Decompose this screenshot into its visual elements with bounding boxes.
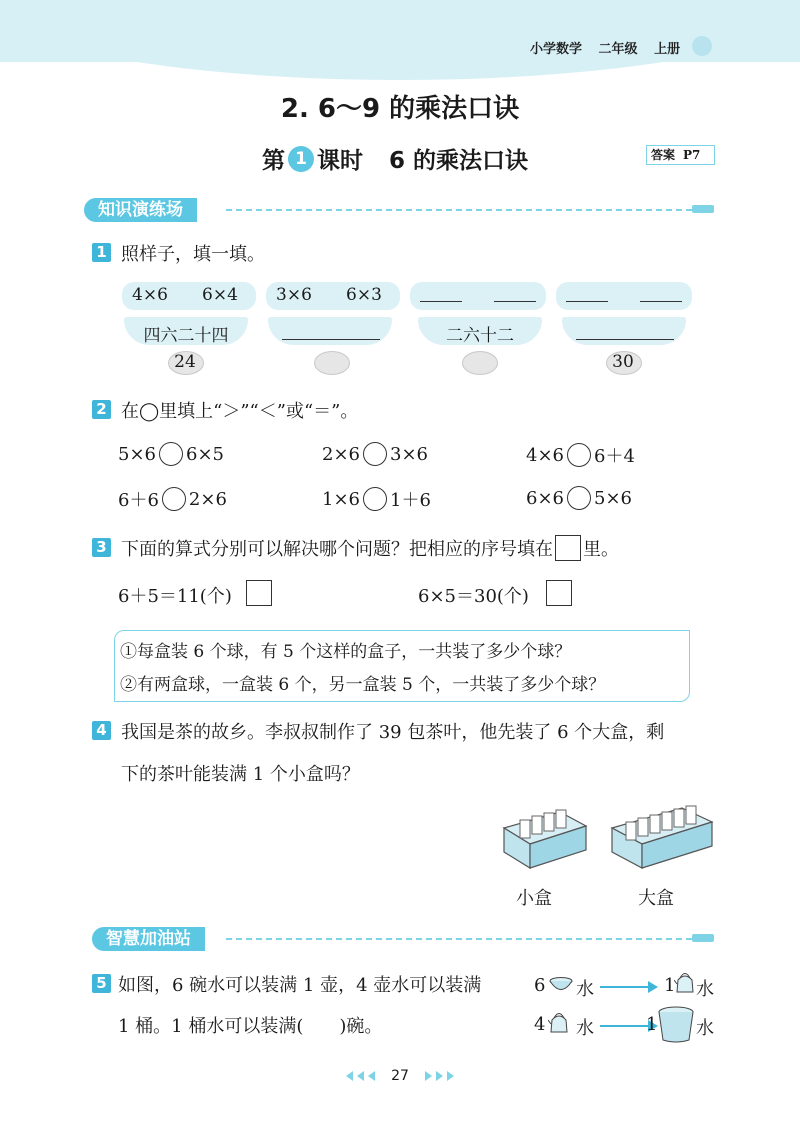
compare-item — [526, 442, 635, 468]
lesson-number: 1 — [295, 148, 307, 169]
section-wisdom-divider — [226, 938, 692, 940]
answer-page: P7 — [683, 148, 701, 162]
question-text: 照样子，填一填。 — [121, 244, 265, 265]
page-number: 27 — [391, 1068, 409, 1084]
triangle-right-icon — [447, 1071, 454, 1081]
corner-icon — [692, 36, 712, 56]
diagram-word: 水 — [696, 1018, 714, 1039]
compare-right: 6＋4 — [594, 446, 635, 467]
arrow-icon — [600, 1025, 650, 1027]
lesson-number-badge — [288, 146, 314, 172]
compare-circle[interactable] — [159, 442, 183, 466]
diagram-number: 6 — [534, 975, 546, 996]
cloud — [556, 282, 692, 310]
arrow-head — [648, 981, 658, 993]
compare-right: 2×6 — [188, 488, 227, 510]
diagram-word: 水 — [576, 979, 594, 1000]
section-knowledge-header: 知识演练场 — [84, 198, 197, 222]
answer-label: 答案 — [651, 148, 676, 162]
kettle-icon — [674, 970, 696, 996]
arrow-icon — [600, 986, 650, 988]
diagram-number: 1 — [664, 975, 676, 996]
problem-item: ②有两盒球，一盒装 6 个，另一盒装 5 个，一共装了多少个球？ — [120, 675, 606, 695]
product-value: 24 — [174, 352, 196, 372]
problem-item: ①每盒装 6 个球，有 5 个这样的盒子，一共装了多少个球？ — [120, 642, 572, 662]
question-text: 下的茶叶能装满 1 个小盒吗？ — [121, 764, 360, 785]
question-text — [121, 535, 619, 561]
triangle-left-icon — [368, 1071, 375, 1081]
answer-blank[interactable] — [420, 301, 462, 302]
pencil-icon — [692, 934, 714, 942]
cloud-label: 6×4 — [202, 285, 238, 305]
compare-circle[interactable] — [363, 442, 387, 466]
diagram-number: 1 — [646, 1014, 658, 1035]
compare-item — [322, 486, 431, 512]
cloud-label: 6×3 — [346, 285, 382, 305]
compare-item — [526, 486, 632, 510]
question-number: 2 — [92, 400, 111, 419]
basket — [562, 317, 686, 345]
product-value: 30 — [612, 352, 634, 372]
question-text: 1 桶。1 桶水可以装满( )碗。 — [118, 1016, 383, 1037]
compare-left: 4×6 — [526, 444, 564, 466]
compare-left: 2×6 — [322, 443, 360, 465]
answer-box[interactable] — [546, 580, 572, 606]
question-number: 3 — [92, 538, 111, 557]
header-info — [530, 38, 680, 57]
bowl-icon — [549, 976, 573, 994]
product-oval[interactable] — [314, 351, 350, 375]
diagram-word: 水 — [576, 1018, 594, 1039]
header-grade: 二年级 — [598, 42, 638, 57]
big-tea-box-illustration — [608, 800, 718, 872]
lesson-title — [262, 142, 528, 175]
compare-right: 3×6 — [390, 443, 428, 465]
answer-blank[interactable] — [640, 301, 682, 302]
question-number: 1 — [92, 243, 111, 262]
triangle-right-icon — [425, 1071, 432, 1081]
compare-right: 5×6 — [594, 487, 632, 509]
triangle-left-icon — [346, 1071, 353, 1081]
triangle-right-icon — [436, 1071, 443, 1081]
question-text-main: 下面的算式分别可以解决哪个问题？把相应的序号填在 — [121, 539, 553, 560]
answer-tag[interactable] — [646, 145, 715, 165]
compare-left: 1×6 — [322, 488, 360, 510]
compare-right: 1＋6 — [390, 490, 431, 511]
formula: 6＋5＝11(个) — [118, 586, 232, 607]
compare-right: 6×5 — [186, 443, 224, 465]
page-footer — [0, 1068, 800, 1084]
triangle-left-icon — [357, 1071, 364, 1081]
basket-label: 四六二十四 — [143, 326, 229, 346]
compare-item — [118, 486, 227, 512]
compare-circle[interactable] — [567, 486, 591, 510]
compare-left: 5×6 — [118, 443, 156, 465]
small-tea-box-illustration — [500, 800, 592, 872]
compare-circle[interactable] — [567, 443, 591, 467]
question-text-end: 里。 — [583, 539, 619, 560]
lesson-suffix: 课时 — [317, 148, 363, 174]
question-text: 如图，6 碗水可以装满 1 壶，4 壶水可以装满 — [118, 975, 482, 996]
answer-box[interactable] — [246, 580, 272, 606]
bucket-icon — [656, 1004, 696, 1044]
unit-title: 2. 6～9 的乘法口诀 — [280, 94, 520, 124]
basket — [268, 317, 392, 345]
question-number: 5 — [92, 974, 111, 993]
basket-label: 二六十二 — [446, 326, 514, 346]
diagram-number: 4 — [534, 1014, 546, 1035]
formula: 6×5＝30(个) — [418, 586, 529, 607]
question-text: 在◯里填上“＞”“＜”或“＝”。 — [121, 401, 359, 422]
big-box-label: 大盒 — [638, 888, 674, 909]
section-knowledge-divider — [226, 209, 692, 211]
question-number: 4 — [92, 721, 111, 740]
compare-item — [118, 442, 224, 466]
compare-item — [322, 442, 428, 466]
kettle-icon — [548, 1010, 570, 1036]
answer-blank[interactable] — [576, 339, 674, 340]
product-oval[interactable] — [462, 351, 498, 375]
small-box-label: 小盒 — [516, 888, 552, 909]
lesson-prefix: 第 — [262, 148, 285, 174]
compare-circle[interactable] — [363, 487, 387, 511]
cloud — [410, 282, 546, 310]
header-subject: 小学数学 — [530, 42, 583, 57]
pencil-icon — [692, 205, 714, 213]
lesson-topic: 6 的乘法口诀 — [389, 148, 529, 174]
cloud-label: 4×6 — [132, 285, 168, 305]
section-wisdom-header: 智慧加油站 — [92, 927, 205, 951]
question-text: 我国是茶的故乡。李叔叔制作了 39 包茶叶，他先装了 6 个大盒，剩 — [121, 722, 665, 743]
compare-left: 6＋6 — [118, 490, 159, 511]
answer-blank[interactable] — [494, 301, 536, 302]
answer-blank[interactable] — [566, 301, 608, 302]
compare-left: 6×6 — [526, 487, 564, 509]
answer-blank[interactable] — [282, 339, 380, 340]
compare-circle[interactable] — [162, 487, 186, 511]
diagram-word: 水 — [696, 979, 714, 1000]
cloud-label: 3×6 — [276, 285, 312, 305]
header-volume: 上册 — [654, 42, 681, 57]
inline-square — [555, 535, 581, 561]
